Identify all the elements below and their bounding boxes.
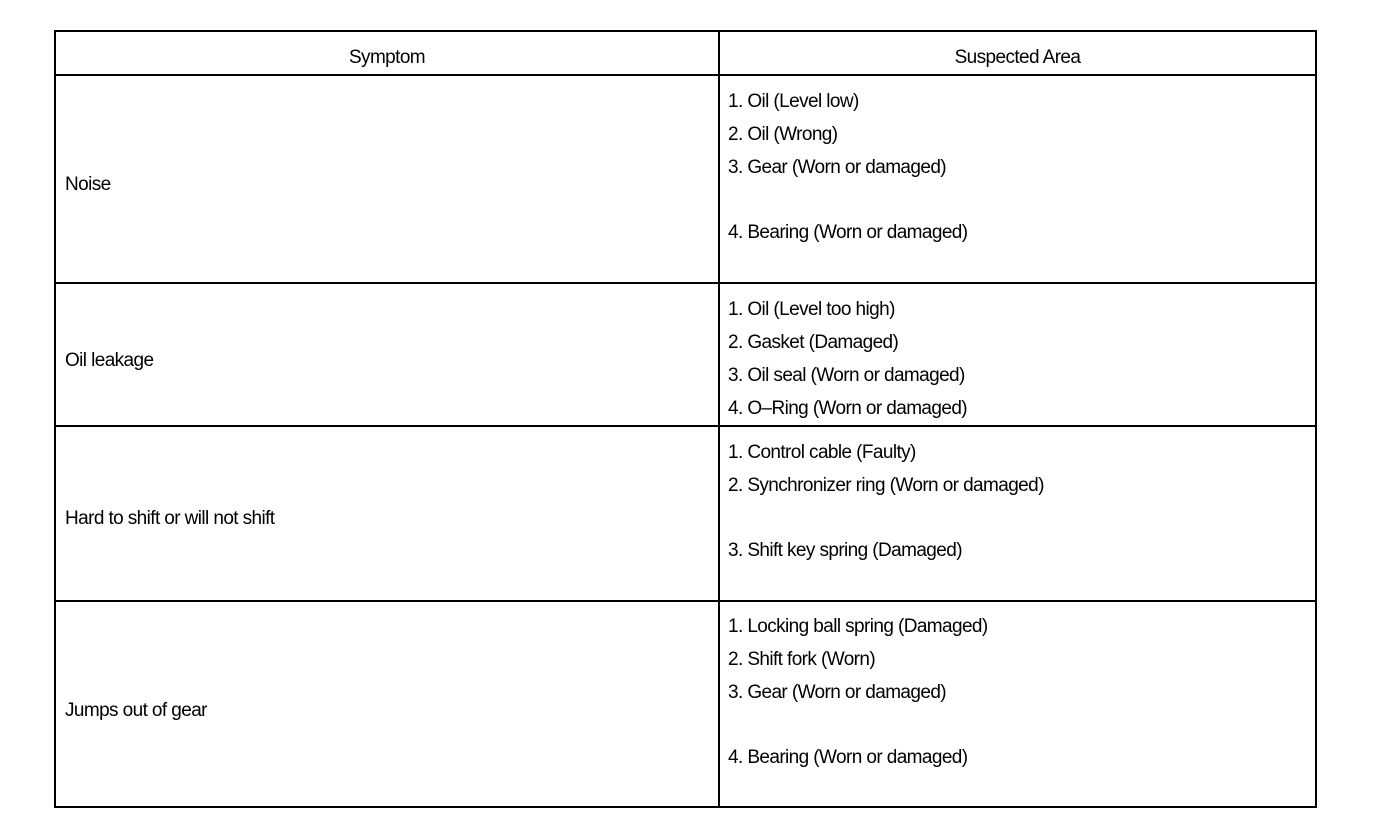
area-item: 4. O–Ring (Worn or damaged) (728, 398, 968, 419)
area-item: 4. Bearing (Worn or damaged) (728, 747, 968, 768)
area-item: 3. Shift key spring (Damaged) (728, 540, 962, 561)
header-symptom: Symptom (348, 47, 426, 68)
area-item: 3. Oil seal (Worn or damaged) (728, 365, 965, 386)
area-item: 2. Shift fork (Worn) (728, 649, 876, 670)
area-item: 2. Oil (Wrong) (728, 124, 838, 145)
area-item: 3. Gear (Worn or damaged) (728, 682, 947, 703)
symptom-cell: Oil leakage (65, 350, 154, 371)
area-item: 1. Oil (Level too high) (728, 299, 895, 320)
row-divider (56, 425, 1315, 427)
column-divider (718, 32, 720, 806)
area-item: 1. Locking ball spring (Damaged) (728, 616, 988, 637)
area-item: 2. Synchronizer ring (Worn or damaged) (728, 475, 1044, 496)
symptom-cell: Noise (65, 174, 111, 195)
header-suspected-area: Suspected Area (954, 47, 1081, 68)
symptom-cell: Jumps out of gear (65, 700, 207, 721)
row-divider (56, 282, 1315, 284)
row-divider (56, 74, 1315, 76)
symptom-cell: Hard to shift or will not shift (65, 508, 275, 529)
area-item: 1. Oil (Level low) (728, 91, 859, 112)
troubleshooting-table (54, 30, 1317, 808)
area-item: 3. Gear (Worn or damaged) (728, 157, 947, 178)
row-divider (56, 600, 1315, 602)
area-item: 1. Control cable (Faulty) (728, 442, 916, 463)
area-item: 4. Bearing (Worn or damaged) (728, 222, 968, 243)
area-item: 2. Gasket (Damaged) (728, 332, 899, 353)
